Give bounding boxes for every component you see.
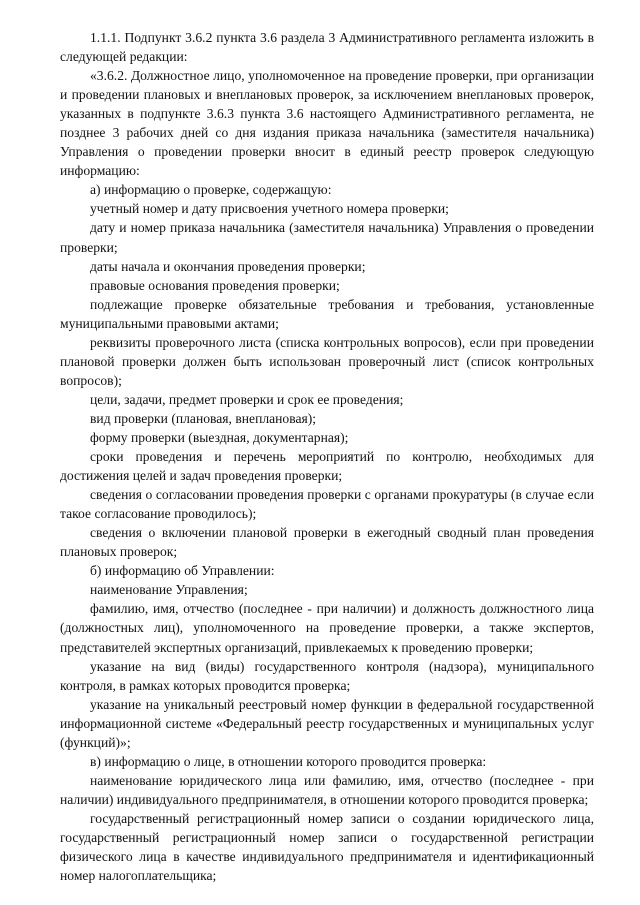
paragraph-c-inspected-person-info: в) информацию о лице, в отношении которого проводится проверка: [90,753,487,769]
list-item: правовые основания проведения проверки; [90,277,340,293]
list-item: наименование юридического лица или фамилию, имя, отчество (последнее - при наличии) индивидуального предпринимателя, в отношении которого проводится проверка; [60,772,594,807]
list-item: подлежащие проверке обязательные требования и требования, установленные муниципальными правовыми актами; [60,296,594,331]
list-item: форму проверки (выездная, документарная); [90,429,349,445]
paragraph-amendment-intro: 1.1.1. Подпункт 3.6.2 пункта 3.6 раздела 3 Административного регламента изложить в следующей редакции: [60,30,594,65]
list-item: наименование Управления; [90,582,248,598]
document-body [60,28,594,885]
list-item: сведения о включении плановой проверки в ежегодный сводный план проведения плановых проверок; [60,525,594,560]
list-item: вид проверки (плановая, внеплановая); [90,410,317,426]
paragraph-3-6-2: «3.6.2. Должностное лицо, уполномоченное на проведение проверки, при организации и проведении плановых и внеплановых проверок, за исключением внеплановых проверок, указанных в подпункте 3.6.3 пункта 3.6 настоящего Административного регламента, не позднее 3 рабочих дней со дня издания приказа начальника (заместителя начальника) Управления о проведении проверки вносит в единый реестр проверок следующую информацию: [60,68,594,179]
list-item: учетный номер и дату присвоения учетного номера проверки; [90,201,449,217]
list-item: сведения о согласовании проведения проверки с органами прокуратуры (в случае если такое согласование проводилось); [60,487,594,522]
list-item: указание на уникальный реестровый номер функции в федеральной государственной информационной системе «Федеральный реестр государственных и муниципальных услуг (функций)»; [60,696,594,750]
list-item: указание на вид (виды) государственного контроля (надзора), муниципального контроля, в рамках которых проводится проверка; [60,658,594,693]
paragraph-a-inspection-info: а) информацию о проверке, содержащую: [90,182,332,198]
paragraph-b-department-info: б) информацию об Управлении: [90,563,275,579]
list-item: государственный регистрационный номер записи о создании юридического лица, государственный регистрационный номер записи о государственной регистрации физического лица в качестве индивидуального предпринимателя и идентификационный номер налогоплательщика; [60,810,594,884]
list-item: фамилию, имя, отчество (последнее - при наличии) и должность должностного лица (должностных лиц), уполномоченного на проведение проверки, а также экспертов, представителей экспертных организаций, привлекаемых к проведению проверки; [60,601,594,655]
list-item: даты начала и окончания проведения проверки; [90,258,366,274]
list-item: сроки проведения и перечень мероприятий по контролю, необходимых для достижения целей и задач проведения проверки; [60,449,594,484]
list-item: дату и номер приказа начальника (заместителя начальника) Управления о проведении проверки; [60,220,594,255]
list-item: реквизиты проверочного листа (списка контрольных вопросов), если при проведении плановой проверки должен быть использован проверочный лист (список контрольных вопросов); [60,334,594,388]
list-item: цели, задачи, предмет проверки и срок ее проведения; [90,391,404,407]
